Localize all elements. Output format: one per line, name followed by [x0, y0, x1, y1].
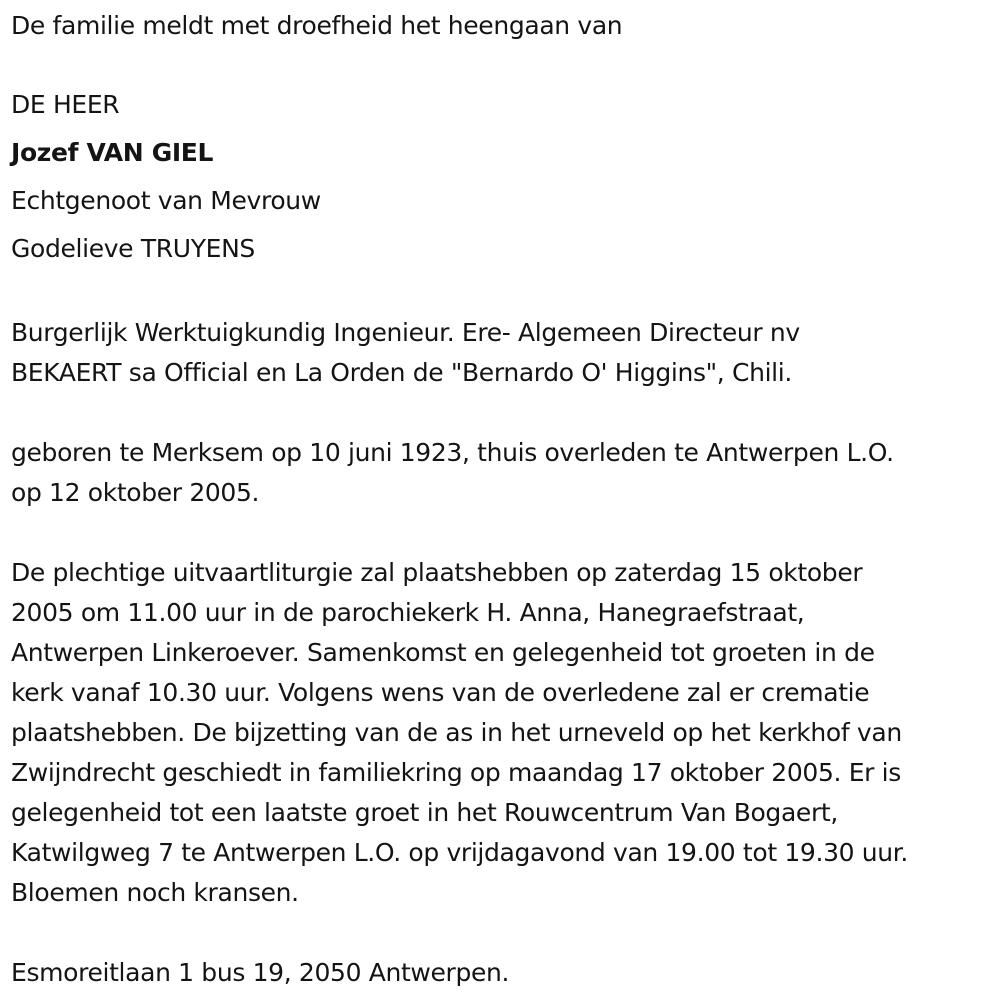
paragraph-line: Katwilgweg 7 te Antwerpen L.O. op vrijdagavond van 19.00 tot 19.30 uur.: [11, 838, 909, 867]
obituary-notice: [11, 6, 996, 993]
spacer: [11, 273, 996, 313]
spacer: [11, 913, 996, 953]
spacer: [11, 46, 996, 81]
spacer: [11, 513, 996, 553]
paragraph-line: geboren te Merksem op 10 juni 1923, thuis overleden te Antwerpen L.O.: [11, 438, 894, 467]
paragraph-line: kerk vanaf 10.30 uur. Volgens wens van de overledene zal er crematie: [11, 678, 870, 707]
funeral-paragraph: [11, 553, 996, 913]
paragraph-line: Burgerlijk Werktuigkundig Ingenieur. Ere- Algemeen Directeur nv: [11, 318, 800, 347]
intro-text: De familie meldt met droefheid het heengaan van: [11, 11, 623, 40]
deceased-name: Jozef VAN GIEL: [11, 138, 214, 167]
paragraph-line: 2005 om 11.00 uur in de parochiekerk H. Anna, Hanegraefstraat,: [11, 598, 805, 627]
birth-death-paragraph: [11, 433, 996, 513]
paragraph-line: Zwijndrecht geschiedt in familiekring op maandag 17 oktober 2005. Er is: [11, 758, 901, 787]
paragraph-line: plaatshebben. De bijzetting van de as in het urneveld op het kerkhof van: [11, 718, 902, 747]
paragraph-line: op 12 oktober 2005.: [11, 478, 260, 507]
spacer: [11, 393, 996, 433]
paragraph-line: BEKAERT sa Official en La Orden de "Bernardo O' Higgins", Chili.: [11, 358, 792, 387]
spouse-label: Echtgenoot van Mevrouw: [11, 186, 321, 215]
paragraph-line: Antwerpen Linkeroever. Samenkomst en gelegenheid tot groeten in de: [11, 638, 875, 667]
paragraph-line: gelegenheid tot een laatste groet in het Rouwcentrum Van Bogaert,: [11, 798, 838, 827]
spouse-name: Godelieve TRUYENS: [11, 234, 255, 263]
honorific: DE HEER: [11, 90, 120, 119]
profession-paragraph: [11, 313, 996, 393]
paragraph-line: De plechtige uitvaartliturgie zal plaatshebben op zaterdag 15 oktober: [11, 558, 863, 587]
paragraph-line: Bloemen noch kransen.: [11, 878, 299, 907]
address-text: Esmoreitlaan 1 bus 19, 2050 Antwerpen.: [11, 958, 510, 987]
